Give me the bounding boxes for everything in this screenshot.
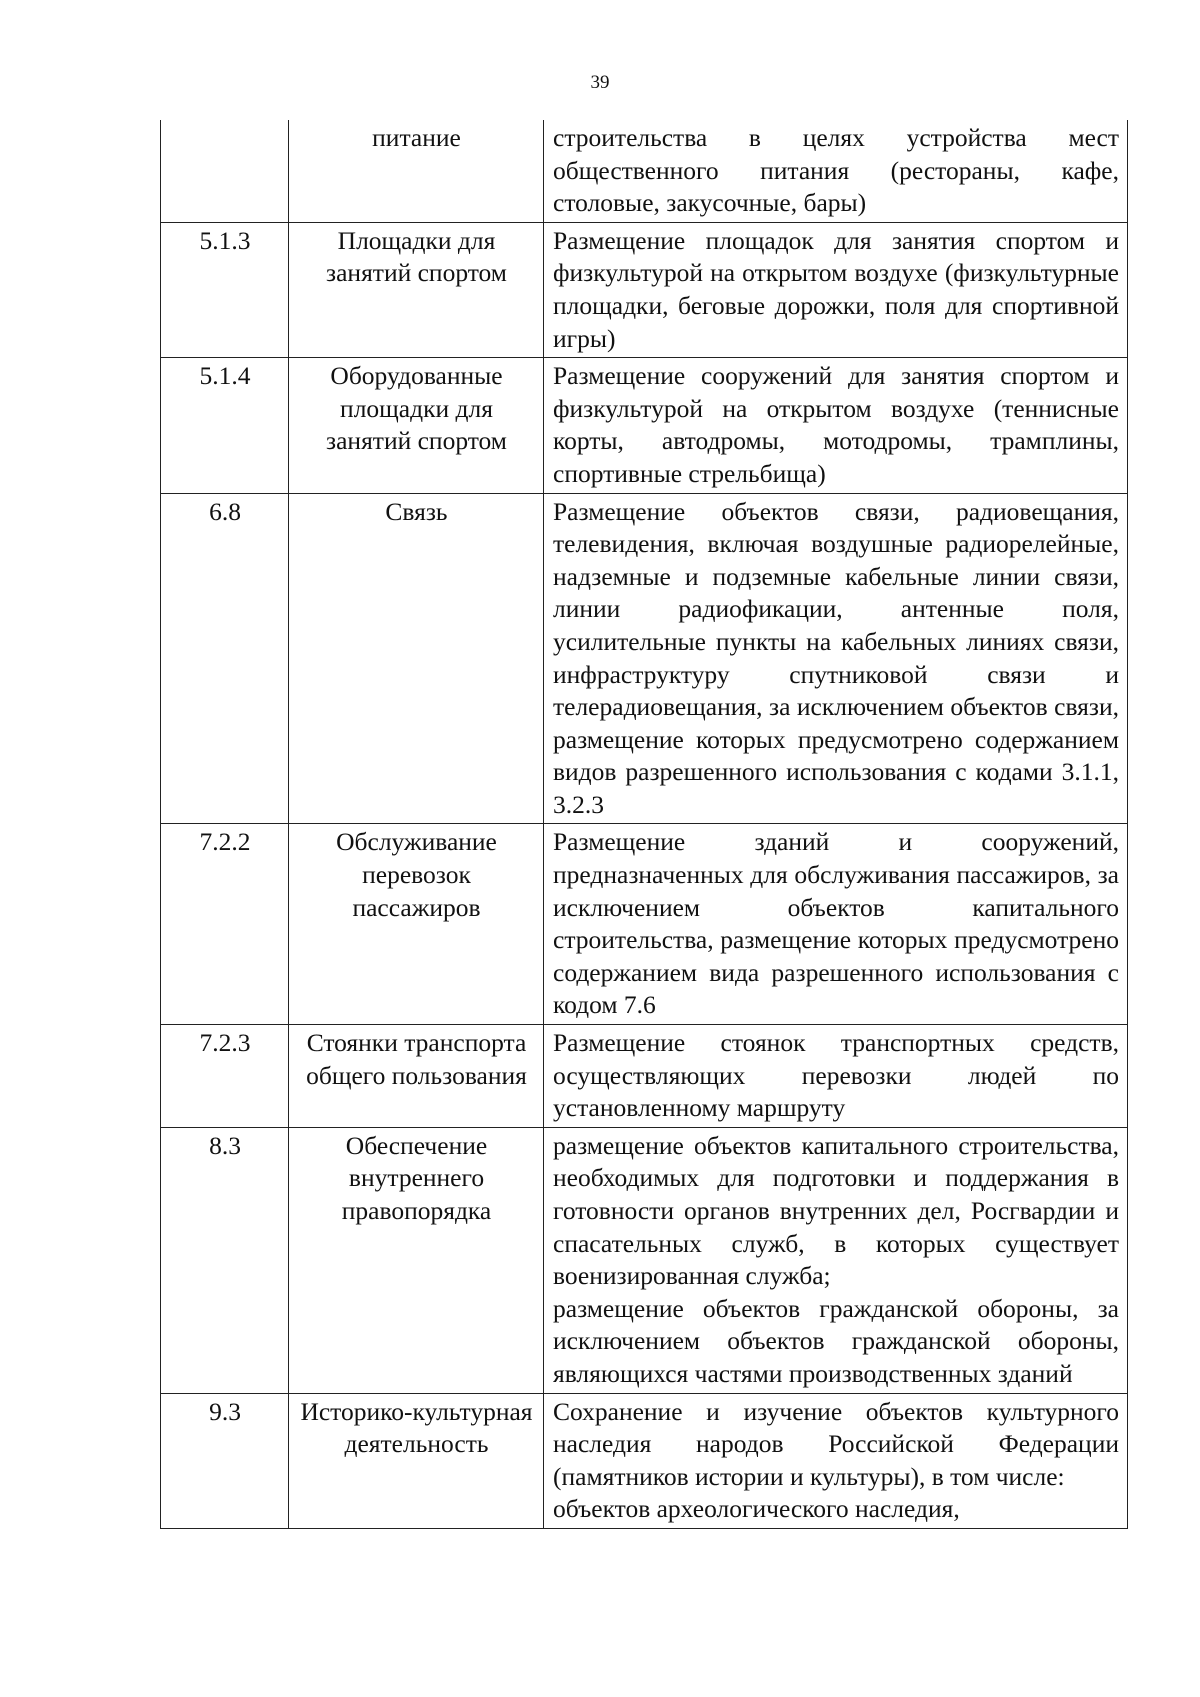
description-paragraph: Размещение стоянок транспортных средств, осуществляющих перевозки людей по установленному маршруту xyxy=(553,1028,1119,1123)
description-cell xyxy=(544,493,1128,824)
description-paragraph: объектов археологического наследия, xyxy=(553,1494,960,1524)
name-cell: Оборудованные площадки для занятий спортом xyxy=(289,358,544,493)
code-cell xyxy=(161,120,289,222)
description-cell xyxy=(544,1393,1128,1528)
name-cell: Обслуживание перевозок пассажиров xyxy=(289,824,544,1025)
table-row xyxy=(161,1127,1128,1393)
name-cell: Площадки для занятий спортом xyxy=(289,222,544,357)
description-cell xyxy=(544,358,1128,493)
code-cell: 7.2.2 xyxy=(161,824,289,1025)
name-cell: Связь xyxy=(289,493,544,824)
description-cell xyxy=(544,824,1128,1025)
page-number: 39 xyxy=(590,72,610,93)
name-cell: Историко-культурная деятельность xyxy=(289,1393,544,1528)
table-row xyxy=(161,222,1128,357)
name-cell: питание xyxy=(289,120,544,222)
description-paragraph: Размещение площадок для занятия спортом и физкультурой на открытом воздухе (физкультурные площадки, беговые дорожки, поля для спортивной игры) xyxy=(553,225,1119,353)
table-row xyxy=(161,1393,1128,1528)
description-paragraph: Размещение зданий и сооружений, предназначенных для обслуживания пассажиров, за исключением объектов капитального строительства, размещение которых предусмотрено содержанием вида разрешенного использования с кодом 7.6 xyxy=(553,827,1119,1020)
code-cell: 5.1.3 xyxy=(161,222,289,357)
land-use-table xyxy=(160,120,1128,1529)
table-row xyxy=(161,1025,1128,1128)
name-cell: Стоянки транспорта общего пользования xyxy=(289,1025,544,1128)
description-paragraph: строительства в целях устройства мест общественного питания (рестораны, кафе, столовые, закусочные, бары) xyxy=(553,123,1119,218)
code-cell: 8.3 xyxy=(161,1127,289,1393)
description-paragraph: Размещение сооружений для занятия спортом и физкультурой на открытом воздухе (теннисные корты, автодромы, мотодромы, трамплины, спортивные стрельбища) xyxy=(553,361,1119,488)
table-row-continued xyxy=(161,120,1128,222)
description-cell xyxy=(544,1127,1128,1393)
description-cell xyxy=(544,1025,1128,1128)
name-cell: Обеспечение внутреннего правопорядка xyxy=(289,1127,544,1393)
description-paragraph: размещение объектов капитального строительства, необходимых для подготовки и поддержания в готовности органов внутренних дел, Росгвардии и спасательных служб, в которых существует военизированная служба; xyxy=(553,1130,1119,1291)
code-cell: 9.3 xyxy=(161,1393,289,1528)
description-cell xyxy=(544,222,1128,357)
code-cell: 6.8 xyxy=(161,493,289,824)
description-paragraph: размещение объектов гражданской обороны, за исключением объектов гражданской обороны, являющихся частями производственных зданий xyxy=(553,1293,1119,1388)
code-cell: 5.1.4 xyxy=(161,358,289,493)
description-paragraph: Сохранение и изучение объектов культурного наследия народов Российской Федерации (памятников истории и культуры), в том числе: xyxy=(553,1396,1119,1491)
table-row xyxy=(161,358,1128,493)
table-row xyxy=(161,493,1128,824)
description-cell xyxy=(544,120,1128,222)
description-paragraph: Размещение объектов связи, радиовещания, телевидения, включая воздушные радиорелейные, надземные и подземные кабельные линии связи, линии радиофикации, антенные поля, усилительные пункты на кабельных линиях связи, инфраструктуру спутниковой связи и телерадиовещания, за исключением объектов связи, размещение которых предусмотрено содержанием видов разрешенного использования с кодами 3.1.1, 3.2.3 xyxy=(553,496,1119,819)
table-row xyxy=(161,824,1128,1025)
code-cell: 7.2.3 xyxy=(161,1025,289,1128)
